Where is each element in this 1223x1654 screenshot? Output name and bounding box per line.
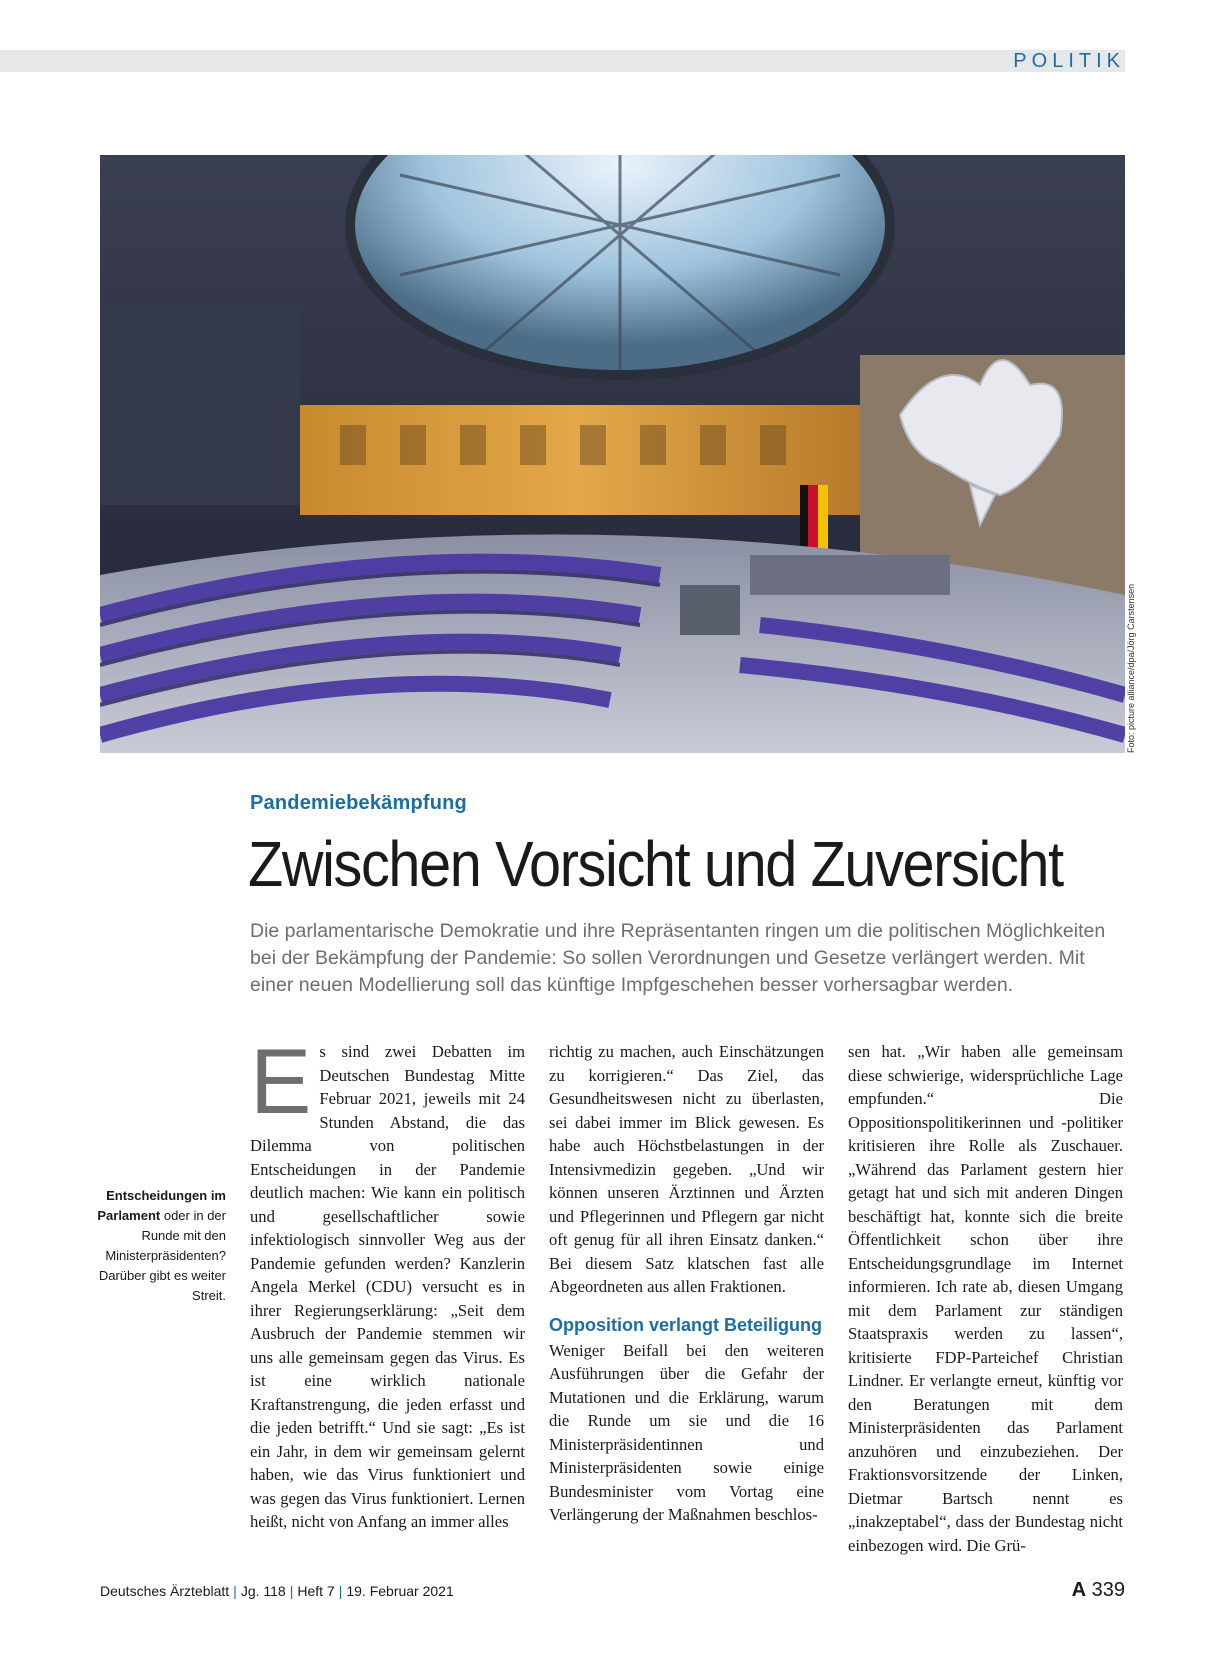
body-column-1 [250, 1040, 525, 1558]
publication-name: Deutsches Ärzteblatt [100, 1583, 230, 1599]
separator: | [233, 1583, 237, 1599]
separator: | [338, 1583, 343, 1599]
separator: | [289, 1583, 294, 1599]
body-text-2: richtig zu machen, auch Einschätzungen zu korrigieren.“ Das Ziel, das Gesundheitswesen nicht zu überlasten, sei dabei immer im Blick gewesen. Es habe auch Höchstbelastungen in der Intensivmedizin gegeben. „Und wir können unseren Ärztinnen und Ärzten und Pflegerinnen und Pflegern gar nicht oft genug für all ihren Einsatz danken.“ Bei diesem Satz klatschen fast alle Abgeordneten aus allen Fraktionen. [549, 1042, 824, 1296]
bundestag-photo [100, 155, 1125, 753]
article-kicker: Pandemiebekämpfung [250, 792, 467, 814]
issue: Heft 7 [297, 1583, 335, 1599]
page-number: A 339 [1071, 1579, 1125, 1601]
plenary-hall-illustration [100, 155, 1125, 753]
volume: Jg. 118 [240, 1583, 286, 1599]
photo-caption [96, 1186, 226, 1306]
article-title: Zwischen Vorsicht und Zuversicht [248, 828, 1063, 900]
body-text-3: sen hat. „Wir haben alle gemeinsam diese schwierige, widersprüchliche Lage empfunden.“ Die Oppositionspolitikerinnen und -politiker kritisieren ihre Rolle als Zuschauer. „Während das Parlament gestern hier getagt hat und sich mit anderen Dingen beschäftigt hat, konnte sich die breite Öffentlichkeit schon über ihre Entscheidungsgrundlage im Internet informieren. Ich rate ab, diesen Umgang mit dem Parlament zur ständigen Staatspraxis werden zu lassen“, kritisierte FDP-Parteichef Christian Lindner. Er verlangte erneut, künftig vor den Beratungen mit dem Ministerpräsidenten das Parlament anzuhören und einzubeziehen. Der Fraktionsvorsitzende der Linken, Dietmar Bartsch nennt es „inakzeptabel“, dass der Bundestag nicht einbezogen wird. Die Grü- [848, 1042, 1123, 1555]
issue-date: 19. Februar 2021 [346, 1583, 454, 1599]
article-lead: Die parlamentarische Demokratie und ihre Repräsentanten ringen um die politischen Möglichkeiten bei der Bekämpfung der Pandemie: So sollen Verordnungen und Gesetze verlängert werden. Mit einer neuen Modellierung soll das künftige Impfgeschehen besser vorhersagbar werden. [250, 920, 1106, 996]
page-footer [100, 1579, 1125, 1607]
subheading: Opposition verlangt Beteiligung [549, 1314, 823, 1335]
section-label: POLITIK [1013, 50, 1125, 72]
caption-rest: oder in der Runde mit den Ministerpräsidenten? Darüber gibt es weiter Streit. [98, 1208, 226, 1303]
photo-credit: Foto: picture alliance/dpa/Jörg Carstensen [1126, 583, 1136, 753]
body-text-2b: Weniger Beifall bei den weiteren Ausführungen über die Gefahr der Mutationen und die Erklärung, warum die Runde um sie und die 16 Ministerpräsidentinnen und Ministerpräsidenten sowie einige Bundesminister vom Vortag eine Verlängerung der Maßnahmen beschlos- [549, 1340, 824, 1524]
drop-cap: E [250, 1040, 312, 1133]
body-column-2 [549, 1040, 824, 1558]
body-text-1: s sind zwei Debatten im Deutschen Bundestag Mitte Februar 2021, jeweils mit 24 Stunden Abstand, die das Dilemma von politischen Entscheidungen in der Pandemie deutlich machen: Wie kann ein politisch und gesellschaftlicher sowie infektiologisch sinnvoller Weg aus der Pandemie gefunden werden? Kanzlerin Angela Merkel (CDU) versucht es in ihrer Regierungserklärung: „Seit dem Ausbruch der Pandemie stemmen wir uns alle gemeinsam gegen das Virus. Es ist eine wirklich nationale Kraftanstrengung, die jeden erfasst und die jeden betrifft.“ Und sie sagt: „Es ist ein Jahr, in dem wir gemeinsam gelernt haben, wie das Virus funktioniert und was gegen das Virus funktioniert. Lernen heißt, nicht von Anfang an immer alles [250, 1042, 525, 1531]
header-bar [0, 50, 1125, 72]
caption-bold: Entscheidungen im Parlament [97, 1188, 226, 1223]
body-column-3 [848, 1040, 1123, 1558]
